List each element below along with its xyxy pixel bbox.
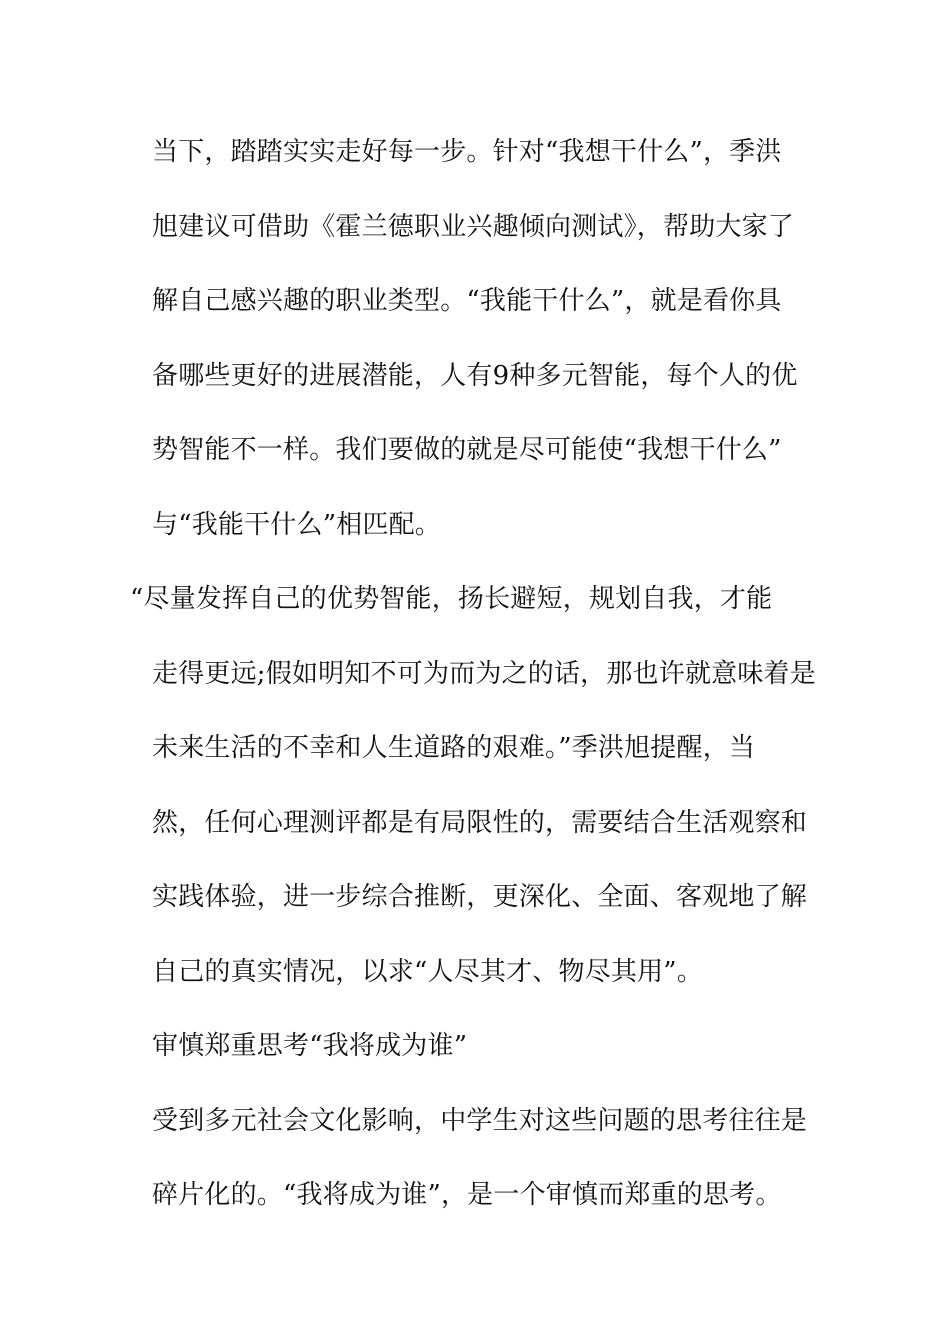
text-line: 然，任何心理测评都是有局限性的，需要结合生活观察和 <box>152 807 808 838</box>
text-line: 势智能不一样。我们要做的就是尽可能使“我想干什么” <box>152 435 782 465</box>
text-line: 旭建议可借助《霍兰德职业兴趣倾向测试》，帮助大家了 <box>152 211 795 242</box>
text-line: 未来生活的不幸和人生道路的艰难。”季洪旭提醒，当 <box>152 733 756 763</box>
text-line: 碎片化的。“我将成为谁”，是一个审慎而郑重的思考。 <box>152 1180 782 1210</box>
text-line: 走得更远;假如明知不可为而为之的话，那也许就意味着是 <box>152 658 816 689</box>
text-line: 受到多元社会文化影响，中学生对这些问题的思考往往是 <box>152 1105 808 1136</box>
text-line: 备哪些更好的进展潜能，人有9种多元智能，每个人的优 <box>152 360 798 391</box>
text-line: 实践体验，进一步综合推断，更深化、全面、客观地了解 <box>152 882 808 912</box>
text-line: 当下，踏踏实实走好每一步。针对“我想干什么”，季洪 <box>152 137 782 167</box>
text-line: “尽量发挥自己的优势智能，扬长避短，规划自我，才能 <box>130 584 773 614</box>
text-line: 解自己感兴趣的职业类型。“我能干什么”，就是看你具 <box>152 286 782 316</box>
text-line: 自己的真实情况，以求“人尽其才、物尽其用”。 <box>152 956 703 987</box>
body-text <box>130 126 816 1244</box>
text-line: 与“我能干什么”相匹配。 <box>152 509 441 540</box>
section-heading: 审慎郑重思考“我将成为谁” <box>152 1031 468 1061</box>
